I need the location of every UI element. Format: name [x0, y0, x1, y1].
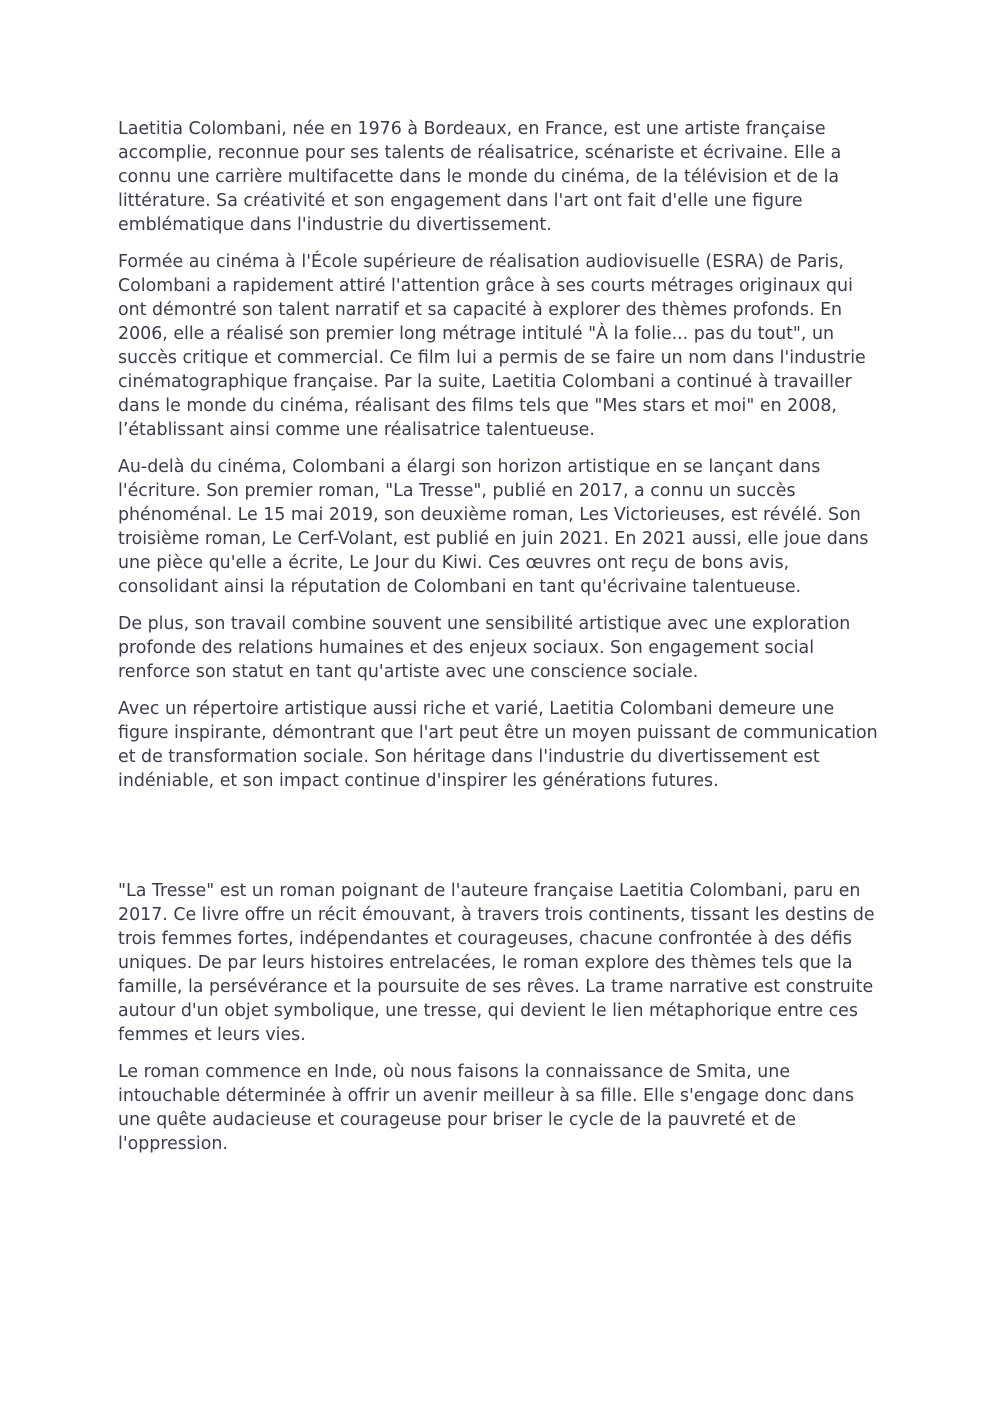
paragraph: Avec un répertoire artistique aussi riche et varié, Laetitia Colombani demeure une figure inspirante, démontrant que l'art peut être un moyen puissant de communication et de transformation sociale. Son héritage dans l'industrie du divertissement est indéniable, et son impact continue d'inspirer les générations futures. — [118, 699, 878, 791]
paragraph: Au-delà du cinéma, Colombani a élargi son horizon artistique en se lançant dans l'écriture. Son premier roman, "La Tresse", publié en 2017, a connu un succès phénoménal. Le 15 mai 2019, son deuxième roman, Les Victorieuses, est révélé. Son troisième roman, Le Cerf-Volant, est publié en juin 2021. En 2021 aussi, elle joue dans une pièce qu'elle a écrite, Le Jour du Kiwi. Ces œuvres ont reçu de bons avis, consolidant ainsi la réputation de Colombani en tant qu'écrivaine talentueuse. — [118, 457, 869, 597]
section-spacer — [118, 806, 878, 879]
paragraph: De plus, son travail combine souvent une sensibilité artistique avec une exploration profonde des relations humaines et des enjeux sociaux. Son engagement social renforce son statut en tant qu'artiste avec une conscience sociale. — [118, 614, 851, 682]
biography-section — [118, 117, 878, 793]
document-page — [118, 117, 878, 1169]
paragraph: Formée au cinéma à l'École supérieure de réalisation audiovisuelle (ESRA) de Paris, Colombani a rapidement attiré l'attention grâce à ses courts métrages originaux qui ont démontré son talent narratif et sa capacité à explorer des thèmes profonds. En 2006, elle a réalisé son premier long métrage intitulé "À la folie... pas du tout", un succès critique et commercial. Ce film lui a permis de se faire un nom dans l'industrie cinématographique française. Par la suite, Laetitia Colombani a continué à travailler dans le monde du cinéma, réalisant des films tels que "Mes stars et moi" en 2008, l’établissant ainsi comme une réalisatrice talentueuse. — [118, 252, 866, 440]
paragraph: "La Tresse" est un roman poignant de l'auteure française Laetitia Colombani, paru en 2017. Ce livre offre un récit émouvant, à travers trois continents, tissant les destins de trois femmes fortes, indépendantes et courageuses, chacune confrontée à des défis uniques. De par leurs histoires entrelacées, le roman explore des thèmes tels que la famille, la persévérance et la poursuite de ses rêves. La trame narrative est construite autour d'un objet symbolique, une tresse, qui devient le lien métaphorique entre ces femmes et leurs vies. — [118, 881, 875, 1045]
paragraph: Le roman commence en Inde, où nous faisons la connaissance de Smita, une intouchable déterminée à offrir un avenir meilleur à sa fille. Elle s'engage donc dans une quête audacieuse et courageuse pour briser le cycle de la pauvreté et de l'oppression. — [118, 1062, 855, 1154]
novel-summary-section — [118, 879, 878, 1156]
paragraph: Laetitia Colombani, née en 1976 à Bordeaux, en France, est une artiste française accomplie, reconnue pour ses talents de réalisatrice, scénariste et écrivaine. Elle a connu une carrière multifacette dans le monde du cinéma, de la télévision et de la littérature. Sa créativité et son engagement dans l'art ont fait d'elle une figure emblématique dans l'industrie du divertissement. — [118, 119, 842, 235]
